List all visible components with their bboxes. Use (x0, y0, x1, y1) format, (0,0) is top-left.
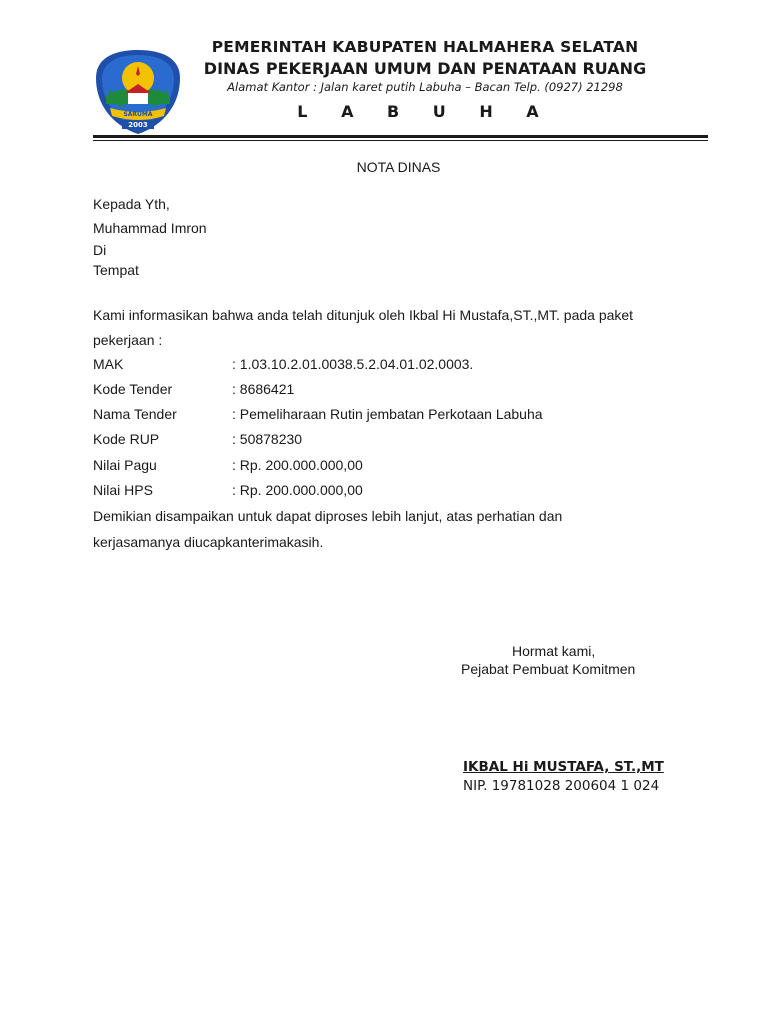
field-label-kode-rup: Kode RUP (93, 431, 160, 447)
signature-greeting: Hormat kami, (512, 643, 596, 659)
intro-text-line2: pekerjaan : (93, 332, 163, 348)
field-label-nilai-pagu: Nilai Pagu (93, 457, 157, 473)
closing-text-line2: kerjasamanya diucapkanterimakasih. (93, 534, 324, 550)
signatory-nip: NIP. 19781028 200604 1 024 (463, 778, 660, 794)
field-value-nilai-hps: : Rp. 200.000.000,00 (232, 482, 363, 498)
department-name: DINAS PEKERJAAN UMUM DAN PENATAAN RUANG (203, 59, 647, 78)
recipient-name: Muhammad Imron (93, 220, 207, 236)
field-value-kode-tender: : 8686421 (232, 381, 295, 397)
signatory-name: IKBAL Hi MUSTAFA, ST.,MT (463, 759, 664, 775)
letterhead-divider-thin (93, 140, 708, 141)
letterhead-divider (93, 135, 708, 138)
intro-text-line1: Kami informasikan bahwa anda telah ditunjuk oleh Ikbal Hi Mustafa,ST.,MT. pada paket (93, 307, 634, 323)
regency-emblem-icon (92, 48, 184, 136)
field-label-kode-tender: Kode Tender (93, 381, 173, 397)
field-value-kode-rup: : 50878230 (232, 431, 303, 447)
place-di: Di (93, 242, 107, 258)
place-tempat: Tempat (93, 262, 139, 278)
svg-text:2003: 2003 (128, 121, 148, 129)
svg-text:SARUMA: SARUMA (123, 111, 153, 118)
government-name: PEMERINTAH KABUPATEN HALMAHERA SELATAN (211, 38, 639, 56)
field-label-nama-tender: Nama Tender (93, 406, 177, 422)
letter-title: NOTA DINAS (356, 159, 441, 175)
field-value-nilai-pagu: : Rp. 200.000.000,00 (232, 457, 363, 473)
city-name: L A B U H A (297, 102, 553, 121)
field-label-mak: MAK (93, 356, 124, 372)
signature-position: Pejabat Pembuat Komitmen (461, 661, 636, 677)
salutation: Kepada Yth, (93, 196, 170, 212)
closing-text-line1: Demikian disampaikan untuk dapat diproses lebih lanjut, atas perhatian dan (93, 508, 563, 524)
field-label-nilai-hps: Nilai HPS (93, 482, 153, 498)
field-value-nama-tender: : Pemeliharaan Rutin jembatan Perkotaan Labuha (232, 406, 543, 422)
field-value-mak: : 1.03.10.2.01.0038.5.2.04.01.02.0003. (232, 356, 474, 372)
office-address: Alamat Kantor : Jalan karet putih Labuha – Bacan Telp. (0927) 21298 (227, 80, 623, 94)
